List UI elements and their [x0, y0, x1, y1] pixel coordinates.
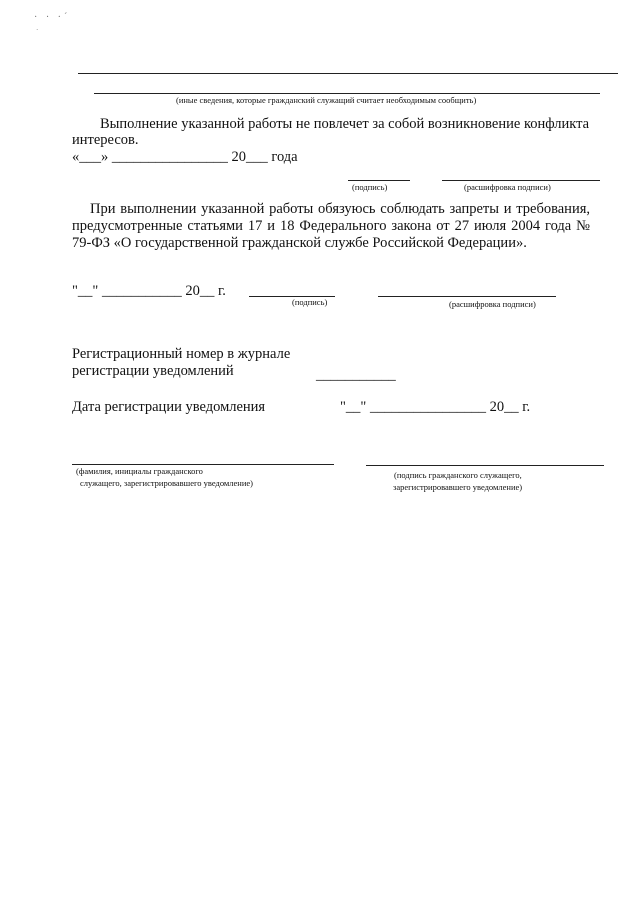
registration-date-day: "__"	[340, 399, 367, 415]
obligation-date-day: "__"	[72, 283, 99, 299]
conflict-date	[72, 148, 298, 166]
registrar-signature-line	[366, 465, 604, 466]
obligation-statement: При выполнении указанной работы обязуюсь соблюдать запреты и требования, предусмотренные статьями 17 и 18 Федерального закона от 27 июля 2004 года № 79-ФЗ «О государственной гражданской службе Российской Федерации».	[72, 201, 590, 251]
other-info-line-1	[78, 73, 618, 74]
conflict-signature-caption: (подпись)	[352, 182, 388, 192]
conflict-date-month: ________________	[111, 149, 228, 165]
conflict-signature-decoding-caption: (расшифровка подписи)	[464, 182, 551, 192]
obligation-signature-caption: (подпись)	[292, 297, 328, 307]
obligation-date-year: 20__ г.	[185, 283, 226, 299]
conflict-statement-line1: Выполнение указанной работы не повлечет за собой возникновение конфликта	[100, 116, 590, 132]
registrar-name-line	[72, 464, 334, 465]
registration-date-year: 20__ г.	[489, 399, 531, 415]
registration-journal-label-line2: регистрации уведомлений	[72, 363, 234, 379]
registrar-name-caption-line1: (фамилия, инициалы гражданского	[76, 466, 203, 476]
registrar-signature-caption-line1: (подпись гражданского служащего,	[394, 470, 522, 480]
conflict-signature-line	[348, 180, 410, 181]
registration-journal-number-blank: ___________	[316, 367, 396, 383]
obligation-signature-decoding-line	[378, 296, 556, 297]
registration-journal-label-line1: Регистрационный номер в журнале	[72, 346, 291, 362]
conflict-statement-line2: интересов.	[72, 132, 139, 148]
obligation-signature-decoding-caption: (расшифровка подписи)	[449, 299, 536, 309]
registrar-name-caption-line2: служащего, зарегистрировавшего уведомление)	[80, 478, 254, 488]
obligation-date	[72, 282, 226, 300]
scan-specks: ·	[36, 26, 42, 34]
registration-date-month: ________________	[369, 399, 486, 415]
conflict-date-year: 20___ года	[231, 149, 298, 165]
registrar-signature-caption-line2: зарегистрировавшего уведомление)	[393, 482, 523, 492]
obligation-date-month: ___________	[101, 283, 182, 299]
other-info-line-2	[94, 93, 600, 94]
registration-date-label: Дата регистрации уведомления	[72, 399, 266, 415]
registration-date	[340, 398, 530, 416]
conflict-signature-decoding-line	[442, 180, 600, 181]
scan-specks: · · ·´	[34, 12, 71, 23]
conflict-date-day: «___»	[72, 149, 109, 165]
other-info-caption: (иные сведения, которые гражданский служащий считает необходимым сообщить)	[176, 95, 477, 105]
